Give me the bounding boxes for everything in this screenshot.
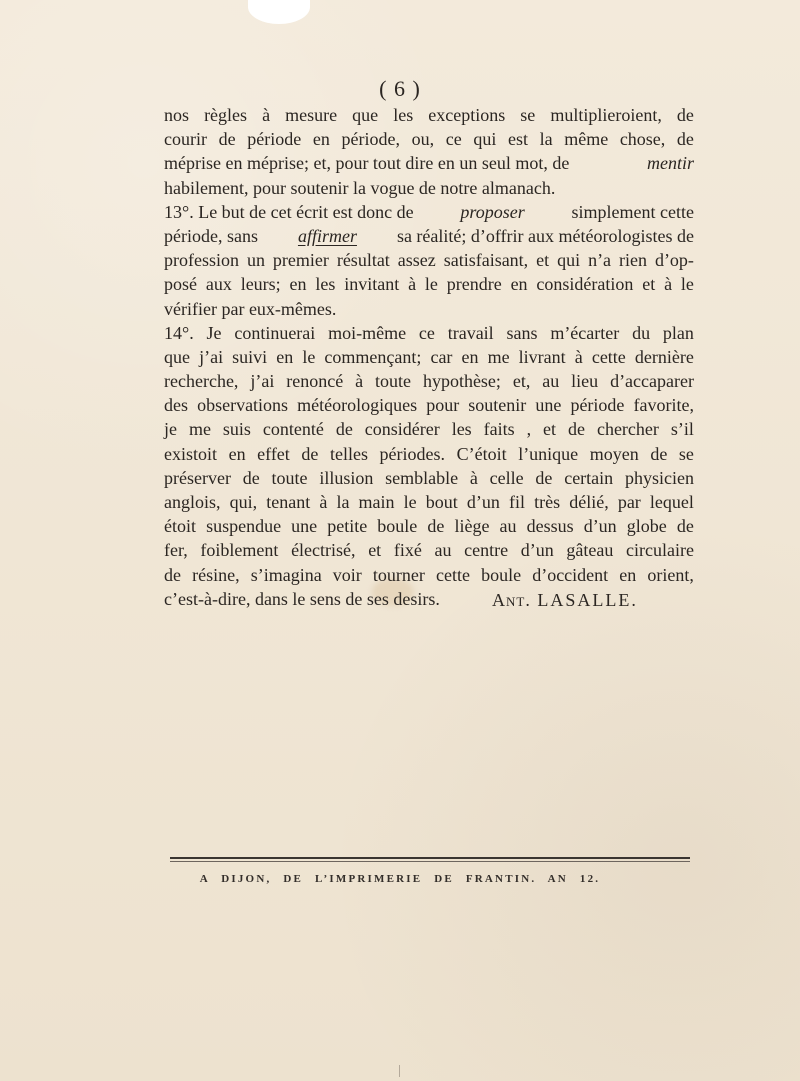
text-word: et xyxy=(368,540,382,561)
text-word: règles xyxy=(204,105,248,125)
text-word: électrisé, xyxy=(291,540,356,561)
text-word: invitant xyxy=(344,274,400,295)
text-word: la xyxy=(539,129,553,150)
text-word: au xyxy=(434,540,452,561)
text-word: main xyxy=(358,492,395,512)
text-line xyxy=(164,321,694,345)
text-word: une xyxy=(535,395,562,416)
text-word: me xyxy=(188,419,211,440)
text-word: préserver xyxy=(164,467,231,488)
text-word: météorologiques xyxy=(297,395,418,416)
text-word: semblable xyxy=(385,467,459,488)
torn-edge xyxy=(248,0,310,24)
text-word: ou, xyxy=(411,129,435,150)
text-word: 14°. xyxy=(164,322,194,343)
text-run: c’est-à-dire, dans le sens de ses desirs. xyxy=(164,588,440,609)
text-word: et, xyxy=(512,371,531,392)
text-word: mesure xyxy=(285,105,338,125)
text-line xyxy=(164,151,694,175)
text-word: les xyxy=(451,419,472,440)
text-word: centre xyxy=(464,540,509,561)
text-word: illusion xyxy=(319,467,374,488)
text-word: ce xyxy=(445,129,462,150)
text-line xyxy=(164,200,694,224)
text-word: à xyxy=(574,346,583,367)
text-word: contenté xyxy=(262,419,324,440)
text-word: se xyxy=(678,443,694,464)
text-word: en xyxy=(228,443,246,464)
text-line xyxy=(164,514,694,538)
text-word: sans xyxy=(506,322,538,343)
text-word: posé xyxy=(164,274,197,295)
text-word: d’un xyxy=(583,516,617,537)
text-word: à xyxy=(355,371,364,392)
text-word: une xyxy=(291,516,318,537)
text-line xyxy=(164,442,694,466)
text-word: le xyxy=(302,346,316,367)
text-word: le xyxy=(424,274,438,295)
text-word: assez xyxy=(397,250,436,271)
text-line xyxy=(164,127,694,151)
text-word: de xyxy=(427,516,445,537)
emphasis-text: affirmer xyxy=(297,225,357,246)
text-word: gâteau xyxy=(566,540,614,561)
signature-prefix: Ant. xyxy=(492,590,531,610)
text-line xyxy=(164,297,694,321)
text-word: livrant xyxy=(518,346,566,367)
text-line xyxy=(164,393,694,417)
text-run: 13°. Le but de cet écrit est donc de xyxy=(164,201,414,222)
text-word: en xyxy=(276,346,294,367)
text-word: orient, xyxy=(647,564,694,585)
text-word: et xyxy=(536,250,550,271)
text-word: cette xyxy=(591,346,626,367)
text-word: se xyxy=(520,105,536,125)
text-word: exceptions xyxy=(428,105,506,125)
text-word: faits xyxy=(483,419,515,440)
text-word: d’un xyxy=(466,492,500,512)
text-word: plan xyxy=(662,322,694,343)
text-line xyxy=(164,417,694,441)
text-word: lieu xyxy=(571,371,599,392)
text-word: renoncé xyxy=(286,371,344,392)
text-word: chose, xyxy=(619,129,666,150)
text-word: d’op- xyxy=(654,250,694,271)
text-word: foiblement xyxy=(200,540,279,561)
text-word: profession xyxy=(164,250,239,271)
text-word: leurs; xyxy=(240,274,281,295)
text-run: sa réalité; d’offrir aux météorologistes de xyxy=(396,225,694,246)
text-word: les xyxy=(315,274,336,295)
emphasis-text: proposer xyxy=(460,201,525,222)
text-word: au xyxy=(499,516,517,537)
text-word: existoit xyxy=(164,443,217,464)
text-word: que xyxy=(164,346,190,367)
text-word: petite xyxy=(327,516,368,537)
text-word: de xyxy=(568,419,585,440)
text-word: multiplieroient, xyxy=(550,105,662,125)
text-run: simplement cette xyxy=(571,201,694,222)
text-word: prendre xyxy=(446,274,502,295)
text-word: commençant; xyxy=(324,346,422,367)
text-word: fixé xyxy=(393,540,422,561)
author-signature xyxy=(492,590,638,611)
text-word: délié, xyxy=(569,492,609,512)
text-word: s’imagina xyxy=(250,564,322,585)
text-line xyxy=(164,224,694,248)
text-word: rien xyxy=(619,250,647,271)
text-word: boule xyxy=(481,564,522,585)
text-word: travail xyxy=(447,322,494,343)
text-word: me xyxy=(487,346,510,367)
text-word: suivi xyxy=(232,346,268,367)
text-word: voir xyxy=(332,564,362,585)
text-word: qui, xyxy=(229,492,258,512)
printer-footer: A DIJON, DE L’IMPRIMERIE DE FRANTIN. AN 12. xyxy=(199,873,601,885)
text-word: du xyxy=(632,322,651,343)
text-word: même xyxy=(564,129,609,150)
text-line xyxy=(164,490,694,514)
text-word: suis xyxy=(222,419,251,440)
text-word: par xyxy=(617,492,641,512)
text-word: à xyxy=(408,274,417,295)
text-word: les xyxy=(393,105,414,125)
text-word: moi-même xyxy=(328,322,407,343)
text-word: un xyxy=(246,250,265,271)
text-word: de xyxy=(164,564,181,585)
text-word: n’a xyxy=(588,250,612,271)
signature-name: LASALLE. xyxy=(537,590,638,610)
text-word: étoit xyxy=(164,516,196,537)
text-word: telles xyxy=(329,443,368,464)
text-word: de xyxy=(301,443,319,464)
text-line xyxy=(164,345,694,369)
text-word: dessus xyxy=(526,516,574,537)
text-word: , xyxy=(526,419,532,440)
text-word: très xyxy=(534,492,561,512)
text-word: tourner xyxy=(372,564,425,585)
text-word: de xyxy=(218,129,236,150)
text-line xyxy=(164,248,694,272)
text-word: de xyxy=(676,129,694,150)
text-word: d’occident xyxy=(532,564,609,585)
text-word: et xyxy=(642,274,656,295)
text-word: chercher xyxy=(596,419,659,440)
footer-rule xyxy=(170,857,690,859)
text-word: d’un xyxy=(520,540,554,561)
text-line xyxy=(164,466,694,490)
text-word: est xyxy=(507,129,528,150)
text-word: en xyxy=(510,274,528,295)
text-word: fer, xyxy=(164,540,188,561)
text-word: la xyxy=(336,492,350,512)
text-word: celle xyxy=(489,467,524,488)
text-word: recherche, xyxy=(164,371,239,392)
text-word: l’unique xyxy=(518,443,579,464)
text-word: qui xyxy=(473,129,497,150)
text-word: fil xyxy=(509,492,525,512)
text-word: observations xyxy=(197,395,289,416)
text-word: boule xyxy=(377,516,418,537)
text-word: j’ai xyxy=(250,371,275,392)
text-word: nos xyxy=(164,105,190,125)
text-word: considérer xyxy=(364,419,440,440)
text-word: à xyxy=(319,492,328,512)
text-word: soutenir xyxy=(468,395,527,416)
text-word: physicien xyxy=(624,467,694,488)
text-word: d’accaparer xyxy=(610,371,694,392)
text-word: le xyxy=(680,274,694,295)
text-run: méprise en méprise; et, pour tout dire en un seul mot, de xyxy=(164,153,570,174)
text-word: période xyxy=(247,129,302,150)
text-word: circulaire xyxy=(626,540,694,561)
text-word: de xyxy=(335,419,353,440)
text-word: résine, xyxy=(192,564,240,585)
text-word: satisfaisant, xyxy=(443,250,529,271)
text-word: des xyxy=(164,395,188,416)
text-word: effet xyxy=(257,443,290,464)
text-word: de xyxy=(650,443,668,464)
text-word: favorite, xyxy=(633,395,694,416)
text-word: qui xyxy=(557,250,581,271)
text-word: à xyxy=(262,105,271,125)
text-word: que xyxy=(352,105,379,125)
text-word: ce xyxy=(418,322,435,343)
text-word: suspendue xyxy=(206,516,282,537)
text-word: le xyxy=(403,492,417,512)
text-word: premier xyxy=(272,250,329,271)
text-word: lequel xyxy=(649,492,694,512)
body-text xyxy=(164,103,694,611)
text-word: à xyxy=(469,467,478,488)
text-word: C’étoit xyxy=(456,443,507,464)
text-word: tenant xyxy=(266,492,311,512)
text-word: au xyxy=(542,371,560,392)
text-word: je xyxy=(164,419,177,440)
text-word: certain xyxy=(564,467,614,488)
text-word: aux xyxy=(205,274,232,295)
text-word: dernière xyxy=(634,346,694,367)
text-word: m’écarter xyxy=(550,322,620,343)
text-word: pour xyxy=(426,395,460,416)
text-word: de xyxy=(535,467,553,488)
text-word: j’ai xyxy=(199,346,224,367)
text-word: considération xyxy=(536,274,634,295)
text-run: période, sans xyxy=(164,225,258,246)
text-run: vérifier par eux-mêmes. xyxy=(164,298,337,319)
text-word: bout xyxy=(425,492,458,512)
text-line xyxy=(164,103,694,127)
text-word: en xyxy=(461,346,479,367)
text-word: périodes. xyxy=(379,443,446,464)
text-word: de xyxy=(676,105,694,125)
text-word: moyen xyxy=(589,443,639,464)
text-line xyxy=(164,272,694,296)
text-word: période xyxy=(570,395,625,416)
text-word: s’il xyxy=(670,419,694,440)
text-line xyxy=(164,563,694,587)
text-word: liège xyxy=(454,516,490,537)
text-word: résultat xyxy=(336,250,390,271)
text-line xyxy=(164,369,694,393)
text-word: courir xyxy=(164,129,207,150)
text-word: Je xyxy=(206,322,222,343)
text-word: anglois, xyxy=(164,492,221,512)
text-word: en xyxy=(312,129,330,150)
text-line xyxy=(164,538,694,562)
text-run: habilement, pour soutenir la vogue de notre almanach. xyxy=(164,177,556,198)
paper-speck xyxy=(399,1065,400,1077)
text-word: globe xyxy=(626,516,667,537)
page-number: ( 6 ) xyxy=(379,76,421,101)
text-word: hypothèse; xyxy=(422,371,501,392)
text-word: et xyxy=(543,419,557,440)
text-word: en xyxy=(289,274,307,295)
text-word: cette xyxy=(436,564,470,585)
text-line xyxy=(164,176,694,200)
text-word: période, xyxy=(341,129,400,150)
text-word: toute xyxy=(375,371,412,392)
text-word: de xyxy=(242,467,260,488)
text-word: de xyxy=(676,516,694,537)
text-word: en xyxy=(619,564,637,585)
text-word: à xyxy=(664,274,673,295)
text-word: toute xyxy=(271,467,308,488)
text-word: continuerai xyxy=(234,322,316,343)
emphasis-text: mentir xyxy=(647,153,694,174)
text-word: car xyxy=(430,346,453,367)
